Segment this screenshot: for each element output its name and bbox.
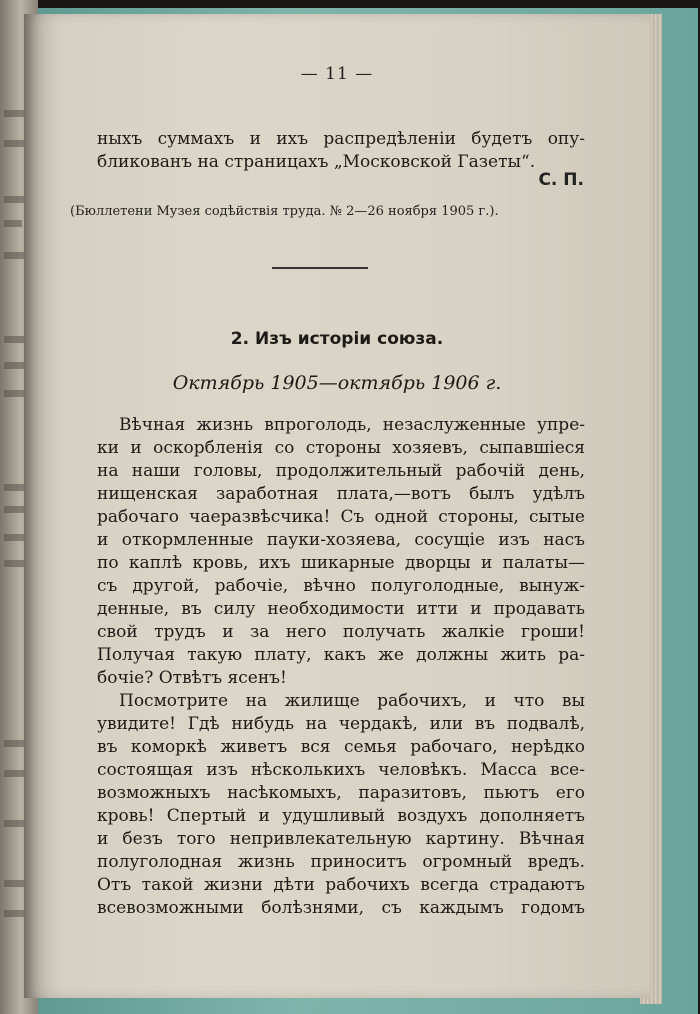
text-line: ныхъ суммахъ и ихъ распредѣленіи будетъ опу- xyxy=(97,129,585,149)
text-line: въ коморкѣ живетъ вся семья рабочаго, нерѣдко xyxy=(97,737,585,757)
text-line: бочіе? Отвѣтъ ясенъ! xyxy=(97,668,287,688)
body-text xyxy=(97,414,585,920)
text-line: и безъ того непривлекательную картину. Вѣчная xyxy=(97,829,585,849)
page-number: — 11 — xyxy=(300,64,374,84)
section-subheading: Октябрь 1905—октябрь 1906 г. xyxy=(172,372,502,394)
section-heading: 2. Изъ исторіи союза. xyxy=(230,329,444,349)
text-line: бликованъ на страницахъ „Московской Газеты“. xyxy=(97,152,536,172)
text-line: возможныхъ насѣкомыхъ, паразитовъ, пьютъ его xyxy=(97,783,585,803)
text-line: состоящая изъ нѣсколькихъ человѣкъ. Масса все- xyxy=(97,760,585,780)
text-line: ки и оскорбленія со стороны хозяевъ, сыпавшіеся xyxy=(97,438,585,458)
text-line: и откормленные пауки-хозяева, сосущіе изъ насъ xyxy=(97,530,585,550)
source-citation: (Бюллетени Музея содѣйствія труда. № 2—26 ноября 1905 г.). xyxy=(70,204,499,219)
text-line: Посмотрите на жилище рабочихъ, и что вы xyxy=(119,691,585,711)
text-line: всевозможными болѣзнями, съ каждымъ годомъ xyxy=(97,898,585,918)
text-line: Отъ такой жизни дѣти рабочихъ всегда страдаютъ xyxy=(97,875,585,895)
text-line: рабочаго чаеразвѣсчика! Съ одной стороны, сытые xyxy=(97,507,585,527)
text-line: Вѣчная жизнь впроголодь, незаслуженные упре- xyxy=(119,415,585,435)
text-line: полуголодная жизнь приноситъ огромный вредъ. xyxy=(97,852,585,872)
text-line: съ другой, рабочіе, вѣчно полуголодные, вынуж- xyxy=(97,576,585,596)
text-line: на наши головы, продолжительный рабочій день, xyxy=(97,461,585,481)
text-line: свой трудъ и за него получать жалкіе гроши! xyxy=(97,622,585,642)
text-line: денные, въ силу необходимости итти и продавать xyxy=(97,599,585,619)
book-page xyxy=(24,14,650,998)
text-line: по каплѣ кровь, ихъ шикарные дворцы и палаты— xyxy=(97,553,585,573)
text-line: увидите! Гдѣ нибудь на чердакѣ, или въ подвалѣ, xyxy=(97,714,585,734)
author-signature: С. П. xyxy=(538,170,584,190)
text-line: нищенская заработная плата,—вотъ былъ удѣлъ xyxy=(97,484,585,504)
intro-paragraph xyxy=(97,128,585,174)
text-line: кровь! Спертый и удушливый воздухъ дополняетъ xyxy=(97,806,585,826)
section-divider xyxy=(272,267,368,269)
text-line: Получая такую плату, какъ же должны жить ра- xyxy=(97,645,585,665)
